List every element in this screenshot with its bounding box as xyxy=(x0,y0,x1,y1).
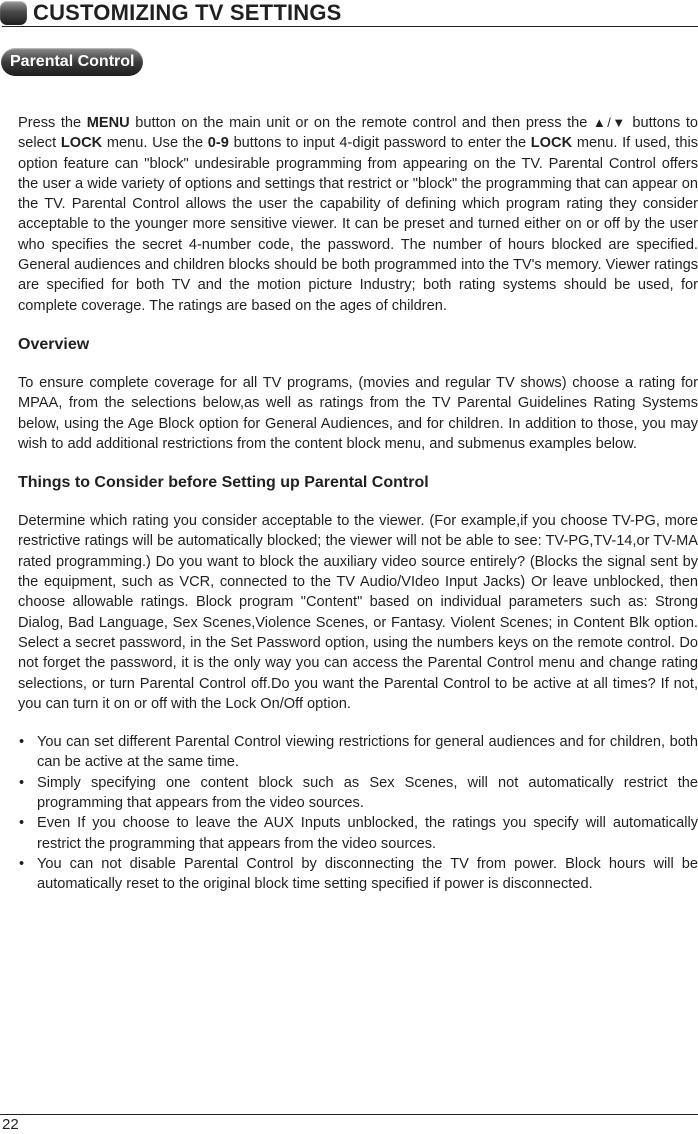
header-divider xyxy=(2,26,698,27)
bullet-marker: • xyxy=(19,734,25,751)
section-label: Parental Control xyxy=(1,48,143,76)
main-content xyxy=(18,113,698,895)
bullet-marker: • xyxy=(19,774,25,791)
footer-divider xyxy=(0,1114,698,1115)
things-paragraph: Determine which rating you consider acceptable to the viewer. (For example,if you choose TV-PG, more restrictive ratings will be automatically blocked; the viewer will not be able to see: TV-PG,TV-14,or TV-MA rated programming.) Do you want to block the auxiliary video source entirely? (Blocks the signal sent by the equipment, such as VCR, connected to the TV Audio/VIdeo Input Jacks) Or leave unblocked, then choose allowable ratings. Block program "Content" based on individual parameters such as: Strong Dialog, Bad Language, Sex Scenes,Violence Scenes, or Fantasy. Violent Scenes; in Content Blk option. Select a secret password, in the Set Password option, using the numbers keys on the remote control. Do not forget the password, it is the only way you can access the Parental Control menu and change rating selections, or turn Parental Control off.Do you want the Parental Control to be active at all times? If not, you can turn it on or off with the Lock On/Off option. xyxy=(18,513,698,712)
overview-paragraph: To ensure complete coverage for all TV programs, (movies and regular TV shows) choose a rating for MPAA, from the selections below,as well as ratings from the TV Parental Guidelines Rating Systems below, using the Age Block option for General Audiences, and for children. In addition to those, you may wish to add additional restrictions from the content block menu, and submenus examples below. xyxy=(18,374,698,452)
things-heading: Things to Consider before Setting up Parental Control xyxy=(18,474,429,492)
page-title: CUSTOMIZING TV SETTINGS xyxy=(33,0,342,25)
tips-list xyxy=(18,732,698,894)
list-item: • Simply specifying one content block such as Sex Scenes, will not automatically restrict the programming that appears from the video sources. xyxy=(19,774,698,812)
bullet-marker: • xyxy=(19,815,25,832)
list-item: • You can set different Parental Control viewing restrictions for general audiences and for children, both can be active at the same time. xyxy=(19,734,698,771)
digit-keys-label: 0-9 xyxy=(207,135,229,152)
page-number: 22 xyxy=(2,1116,19,1133)
intro-paragraph: Press the MENU button on the main unit or on the remote control and then press the ▲/▼ buttons to select LOCK menu. Use the 0-9 buttons to input 4-digit password to enter the LOCK menu. If used, this option feature can "block" undesirable programming from appearing on the TV. Parental Control offers the user a wide variety of options and settings that restrict or "block" the programming that can appear on the TV. Parental Control allows the user the capability of defining which program rating they consider acceptable to the younger more sensitive viewer. It can be preset and turned either on or off by the user who specifies the secret 4-number code, the password. The number of hours blocked are specified. General audiences and children blocks should be both programmed into the TV's memory. Viewer ratings are specified for both TV and the motion picture Industry; both rating systems should be used, for complete coverage. The ratings are based on the ages of children. xyxy=(18,115,698,314)
up-down-arrow-icon: ▲/▼ xyxy=(592,115,627,130)
list-item: • You can not disable Parental Control by disconnecting the TV from power. Block hours will be automatically reset to the original block time setting specified if power is disconnected. xyxy=(19,855,698,893)
menu-key-label: MENU xyxy=(86,115,130,131)
lock-label: LOCK xyxy=(60,135,103,152)
list-item: • Even If you choose to leave the AUX Inputs unblocked, the ratings you specify will automatically restrict the programming that appears from the video sources. xyxy=(19,815,698,852)
tv-settings-icon xyxy=(0,1,27,25)
lock-label: LOCK xyxy=(530,135,573,152)
overview-heading: Overview xyxy=(18,335,90,353)
page-header xyxy=(0,0,698,30)
bullet-marker: • xyxy=(19,855,25,872)
